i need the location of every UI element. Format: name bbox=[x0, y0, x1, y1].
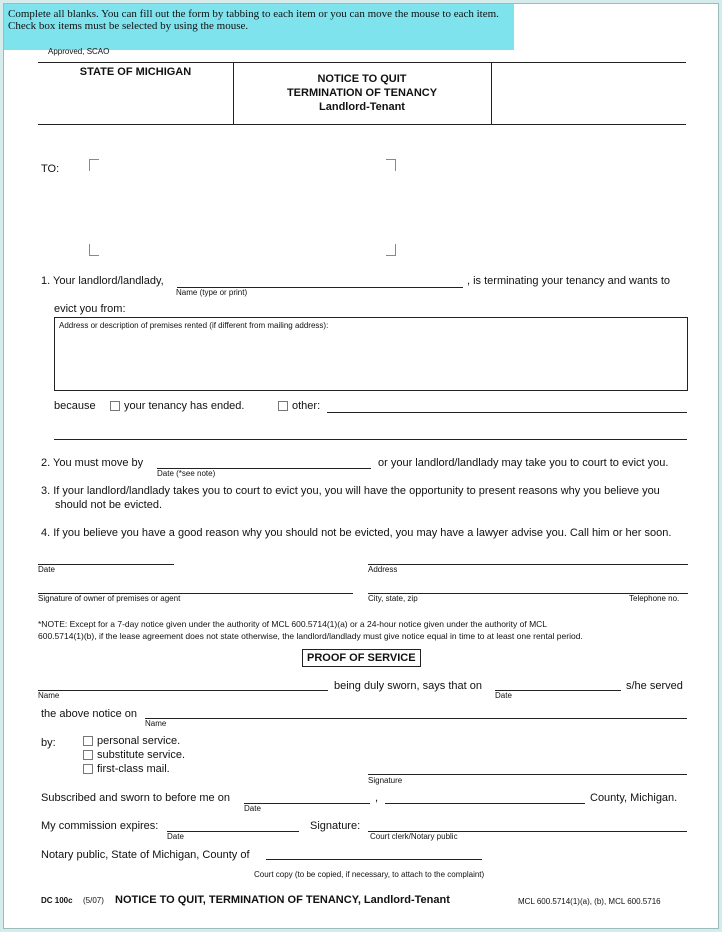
first-class-mail-label: first-class mail. bbox=[97, 763, 170, 775]
to-box-corner-tr bbox=[386, 159, 396, 171]
server-signature-caption: Signature bbox=[368, 776, 403, 785]
court-copy-note: Court copy (to be copied, if necessary, to attach to the complaint) bbox=[254, 870, 485, 879]
footer-title: NOTICE TO QUIT, TERMINATION OF TENANCY, Landlord-Tenant bbox=[115, 894, 450, 906]
to-label: TO: bbox=[41, 163, 60, 175]
other-reason-label: other: bbox=[292, 400, 321, 412]
other-reason-field-2[interactable] bbox=[54, 439, 687, 440]
personal-service-checkbox[interactable] bbox=[83, 736, 93, 746]
county-label: County, Michigan. bbox=[590, 792, 678, 804]
other-reason-checkbox[interactable] bbox=[278, 401, 288, 411]
service-date-field[interactable] bbox=[495, 690, 621, 691]
item1-suffix: , is terminating your tenancy and wants to bbox=[467, 275, 670, 287]
substitute-service-label: substitute service. bbox=[97, 749, 186, 761]
owner-address-field[interactable] bbox=[368, 564, 688, 565]
served-text: s/he served bbox=[626, 680, 683, 692]
form-title-1: NOTICE TO QUIT bbox=[317, 73, 407, 85]
above-notice-label: the above notice on bbox=[41, 708, 138, 720]
item4-text: 4. If you believe you have a good reason why you should not be evicted, you may have a lawyer advise you. Call him or her soon. bbox=[41, 527, 672, 539]
item3-line1: 3. If your landlord/landlady takes you to court to evict you, you will have the opportunity to present reasons why you believe you bbox=[41, 485, 660, 497]
server-name-field[interactable] bbox=[38, 690, 328, 691]
to-box-corner-bl bbox=[89, 244, 99, 256]
form-title-3: Landlord-Tenant bbox=[319, 101, 405, 113]
to-box-corner-br bbox=[386, 244, 396, 256]
notice-date-field[interactable] bbox=[38, 564, 174, 565]
telephone-caption: Telephone no. bbox=[629, 594, 680, 603]
clerk-caption: Court clerk/Notary public bbox=[370, 832, 458, 841]
to-box-corner-tl bbox=[89, 159, 99, 171]
notary-county-label: Notary public, State of Michigan, County of bbox=[41, 849, 250, 861]
to-address-input[interactable] bbox=[100, 169, 384, 243]
server-name-caption: Name bbox=[38, 691, 60, 700]
item2-prefix: 2. You must move by bbox=[41, 457, 144, 469]
comma-text: , bbox=[375, 792, 379, 804]
item1-prefix: 1. Your landlord/landlady, bbox=[41, 275, 164, 287]
proof-of-service-title: PROOF OF SERVICE bbox=[302, 649, 421, 667]
premises-address-caption: Address or description of premises rented (if different from mailing address): bbox=[59, 321, 329, 330]
approved-label: Approved, SCAO bbox=[48, 47, 110, 56]
form-page bbox=[3, 3, 719, 929]
notary-county-field[interactable] bbox=[266, 859, 482, 860]
other-reason-field[interactable] bbox=[327, 412, 687, 413]
form-revision: (5/07) bbox=[83, 896, 104, 905]
item2-suffix: or your landlord/landlady may take you to court to evict you. bbox=[378, 457, 669, 469]
server-signature-field[interactable] bbox=[368, 774, 687, 775]
footer-mcl: MCL 600.5714(1)(a), (b), MCL 600.5716 bbox=[518, 897, 661, 906]
notice-date-caption: Date bbox=[38, 565, 55, 574]
first-class-mail-checkbox[interactable] bbox=[83, 764, 93, 774]
owner-city-caption: City, state, zip bbox=[368, 594, 418, 603]
subscribed-date-field[interactable] bbox=[244, 803, 370, 804]
note-line1: *NOTE: Except for a 7-day notice given under the authority of MCL 600.5714(1)(a) or a 24-hour notice given under the authority of MCL bbox=[38, 619, 548, 629]
subscribed-label: Subscribed and sworn to before me on bbox=[41, 792, 230, 804]
commission-date-field[interactable] bbox=[167, 831, 299, 832]
service-date-caption: Date bbox=[495, 691, 512, 700]
owner-signature-caption: Signature of owner of premises or agent bbox=[38, 594, 181, 603]
substitute-service-checkbox[interactable] bbox=[83, 750, 93, 760]
personal-service-label: personal service. bbox=[97, 735, 181, 747]
header-top-rule bbox=[38, 62, 686, 63]
tenancy-ended-label: your tenancy has ended. bbox=[124, 400, 245, 412]
note-line2: 600.5714(1)(b), if the lease agreement does not state otherwise, the landlord/landlady must give notice equal in time to at least one rental period. bbox=[38, 631, 583, 641]
form-title-2: TERMINATION OF TENANCY bbox=[286, 87, 438, 99]
move-by-date-caption: Date (*see note) bbox=[157, 469, 216, 478]
evict-from-label: evict you from: bbox=[54, 303, 126, 315]
subscribed-date-caption: Date bbox=[244, 804, 261, 813]
form-id: DC 100c bbox=[41, 896, 73, 905]
sworn-text: being duly sworn, says that on bbox=[334, 680, 482, 692]
clerk-signature-label: Signature: bbox=[310, 820, 361, 832]
tenancy-ended-checkbox[interactable] bbox=[110, 401, 120, 411]
item3-line2: should not be evicted. bbox=[55, 499, 163, 511]
county-field[interactable] bbox=[385, 803, 585, 804]
owner-address-caption: Address bbox=[368, 565, 398, 574]
landlord-name-caption: Name (type or print) bbox=[176, 288, 248, 297]
header-bottom-rule bbox=[38, 124, 686, 125]
commission-date-caption: Date bbox=[167, 832, 184, 841]
served-name-field[interactable] bbox=[145, 718, 687, 719]
header-divider-2 bbox=[491, 62, 492, 124]
commission-label: My commission expires: bbox=[41, 820, 159, 832]
served-name-caption: Name bbox=[145, 719, 167, 728]
premises-address-box[interactable] bbox=[54, 317, 688, 391]
state-label: STATE OF MICHIGAN bbox=[79, 66, 192, 78]
by-label: by: bbox=[41, 737, 56, 749]
instructions-banner: Complete all blanks. You can fill out the form by tabbing to each item or you can move the mouse to each item. Check box items must be selected by using the mouse. bbox=[4, 4, 514, 50]
because-label: because bbox=[54, 400, 96, 412]
